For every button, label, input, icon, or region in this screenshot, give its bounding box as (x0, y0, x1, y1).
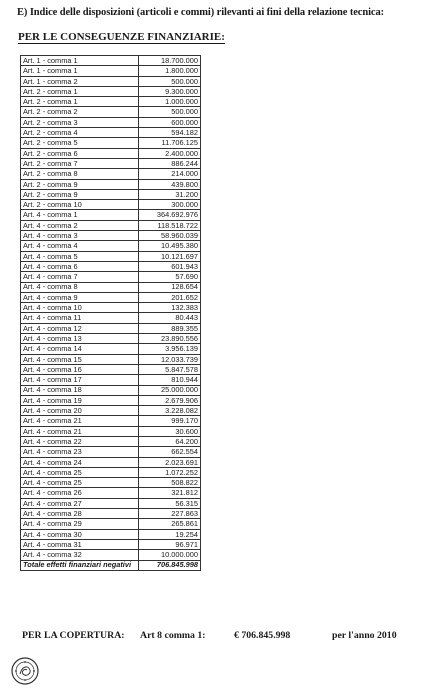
row-amount: 12.033.739 (139, 354, 201, 364)
coverage-article: Art 8 comma 1: (140, 630, 206, 641)
row-label: Art. 2 - comma 5 (21, 138, 139, 148)
row-label: Art. 4 - comma 26 (21, 488, 139, 498)
row-label: Art. 1 - comma 1 (21, 66, 139, 76)
table-row (21, 457, 201, 467)
total-row (21, 560, 201, 570)
row-amount: 300.000 (139, 200, 201, 210)
row-amount: 201.652 (139, 292, 201, 302)
row-label: Art. 4 - comma 7 (21, 272, 139, 282)
row-amount: 128.654 (139, 282, 201, 292)
row-label: Art. 4 - comma 31 (21, 539, 139, 549)
financial-effects-table (20, 55, 201, 571)
row-amount: 810.944 (139, 375, 201, 385)
row-label: Art. 4 - comma 14 (21, 344, 139, 354)
financial-effects-table-body (21, 56, 201, 571)
row-amount: 1.800.000 (139, 66, 201, 76)
row-label: Art. 4 - comma 16 (21, 364, 139, 374)
row-label: Art. 4 - comma 13 (21, 334, 139, 344)
row-amount: 1.000.000 (139, 97, 201, 107)
table-row (21, 436, 201, 446)
row-label: Art. 4 - comma 29 (21, 519, 139, 529)
table-row (21, 354, 201, 364)
row-amount: 500.000 (139, 107, 201, 117)
section-heading: E) Indice delle disposizioni (articoli e commi) rilevanti ai fini della relazione tecnica: (17, 7, 385, 18)
row-amount: 10.000.000 (139, 550, 201, 560)
row-amount: 31.200 (139, 189, 201, 199)
row-amount: 214.000 (139, 169, 201, 179)
official-stamp-icon (10, 656, 40, 686)
row-amount: 5.847.578 (139, 364, 201, 374)
row-label: Art. 4 - comma 17 (21, 375, 139, 385)
row-amount: 439.800 (139, 179, 201, 189)
row-amount: 662.554 (139, 447, 201, 457)
table-row (21, 364, 201, 374)
row-amount: 118.518.722 (139, 220, 201, 230)
table-row (21, 241, 201, 251)
table-row (21, 426, 201, 436)
row-label: Art. 4 - comma 24 (21, 457, 139, 467)
table-row (21, 210, 201, 220)
table-row (21, 128, 201, 138)
row-amount: 11.706.125 (139, 138, 201, 148)
row-label: Art. 4 - comma 1 (21, 210, 139, 220)
row-label: Art. 2 - comma 1 (21, 97, 139, 107)
row-label: Art. 4 - comma 2 (21, 220, 139, 230)
row-amount: 600.000 (139, 117, 201, 127)
table-row (21, 467, 201, 477)
table-row (21, 529, 201, 539)
table-row (21, 117, 201, 127)
table-row (21, 344, 201, 354)
table-row (21, 539, 201, 549)
total-label: Totale effetti finanziari negativi (21, 560, 139, 570)
row-label: Art. 4 - comma 11 (21, 313, 139, 323)
row-amount: 10.121.697 (139, 251, 201, 261)
table-row (21, 251, 201, 261)
coverage-amount: € 706.845.998 (234, 630, 291, 641)
row-label: Art. 1 - comma 2 (21, 76, 139, 86)
row-label: Art. 4 - comma 28 (21, 509, 139, 519)
row-label: Art. 4 - comma 27 (21, 498, 139, 508)
row-amount: 80.443 (139, 313, 201, 323)
row-amount: 30.600 (139, 426, 201, 436)
row-label: Art. 4 - comma 25 (21, 478, 139, 488)
row-amount: 57.690 (139, 272, 201, 282)
table-row (21, 272, 201, 282)
row-amount: 96.971 (139, 539, 201, 549)
row-label: Art. 4 - comma 8 (21, 282, 139, 292)
financial-consequences-heading-text: PER LE CONSEGUENZE FINANZIARIE: (18, 31, 225, 43)
row-label: Art. 4 - comma 9 (21, 292, 139, 302)
table-row (21, 66, 201, 76)
row-amount: 64.200 (139, 436, 201, 446)
row-amount: 3.228.082 (139, 406, 201, 416)
table-row (21, 395, 201, 405)
row-label: Art. 2 - comma 9 (21, 189, 139, 199)
table-row (21, 498, 201, 508)
table-row (21, 179, 201, 189)
row-label: Art. 4 - comma 22 (21, 436, 139, 446)
row-amount: 23.890.556 (139, 334, 201, 344)
row-amount: 2.400.000 (139, 148, 201, 158)
row-label: Art. 2 - comma 4 (21, 128, 139, 138)
row-amount: 601.943 (139, 261, 201, 271)
table-row (21, 292, 201, 302)
row-amount: 886.244 (139, 158, 201, 168)
row-amount: 2.023.691 (139, 457, 201, 467)
row-label: Art. 4 - comma 30 (21, 529, 139, 539)
total-amount: 706.845.998 (139, 560, 201, 570)
coverage-label: PER LA COPERTURA: (22, 630, 125, 641)
row-amount: 18.700.000 (139, 56, 201, 66)
table-row (21, 189, 201, 199)
table-row (21, 334, 201, 344)
table-row (21, 138, 201, 148)
table-row (21, 509, 201, 519)
table-row (21, 200, 201, 210)
row-amount: 227.863 (139, 509, 201, 519)
row-amount: 265.861 (139, 519, 201, 529)
row-amount: 132.383 (139, 303, 201, 313)
table-row (21, 385, 201, 395)
row-label: Art. 4 - comma 4 (21, 241, 139, 251)
row-label: Art. 2 - comma 6 (21, 148, 139, 158)
table-row (21, 519, 201, 529)
row-amount: 10.495.380 (139, 241, 201, 251)
table-row (21, 56, 201, 66)
table-row (21, 406, 201, 416)
table-row (21, 313, 201, 323)
table-row (21, 323, 201, 333)
row-label: Art. 4 - comma 12 (21, 323, 139, 333)
table-row (21, 303, 201, 313)
row-amount: 9.300.000 (139, 86, 201, 96)
row-label: Art. 2 - comma 9 (21, 179, 139, 189)
row-label: Art. 4 - comma 21 (21, 426, 139, 436)
row-amount: 19.254 (139, 529, 201, 539)
row-label: Art. 2 - comma 7 (21, 158, 139, 168)
table-row (21, 488, 201, 498)
row-label: Art. 1 - comma 1 (21, 56, 139, 66)
row-label: Art. 2 - comma 1 (21, 86, 139, 96)
row-amount: 594.182 (139, 128, 201, 138)
table-row (21, 97, 201, 107)
row-amount: 2.679.906 (139, 395, 201, 405)
row-label: Art. 2 - comma 10 (21, 200, 139, 210)
table-row (21, 231, 201, 241)
table-row (21, 447, 201, 457)
row-label: Art. 4 - comma 23 (21, 447, 139, 457)
table-row (21, 76, 201, 86)
table-row (21, 220, 201, 230)
row-label: Art. 4 - comma 15 (21, 354, 139, 364)
row-label: Art. 2 - comma 8 (21, 169, 139, 179)
row-amount: 3.956.139 (139, 344, 201, 354)
table-row (21, 107, 201, 117)
row-amount: 58.960.039 (139, 231, 201, 241)
row-amount: 999.170 (139, 416, 201, 426)
table-row (21, 416, 201, 426)
table-row (21, 86, 201, 96)
table-row (21, 158, 201, 168)
table-row (21, 169, 201, 179)
coverage-period: per l'anno 2010 (332, 630, 397, 641)
table-row (21, 148, 201, 158)
table-row (21, 261, 201, 271)
financial-consequences-heading (18, 31, 225, 43)
row-label: Art. 4 - comma 10 (21, 303, 139, 313)
row-amount: 1.072.252 (139, 467, 201, 477)
row-amount: 364.692.976 (139, 210, 201, 220)
table-row (21, 550, 201, 560)
row-amount: 56.315 (139, 498, 201, 508)
row-label: Art. 4 - comma 32 (21, 550, 139, 560)
row-label: Art. 2 - comma 2 (21, 107, 139, 117)
row-amount: 500.000 (139, 76, 201, 86)
row-label: Art. 4 - comma 3 (21, 231, 139, 241)
table-row (21, 282, 201, 292)
table-row (21, 478, 201, 488)
row-label: Art. 4 - comma 25 (21, 467, 139, 477)
row-label: Art. 4 - comma 18 (21, 385, 139, 395)
row-label: Art. 4 - comma 20 (21, 406, 139, 416)
row-label: Art. 2 - comma 3 (21, 117, 139, 127)
table-row (21, 375, 201, 385)
row-amount: 25.000.000 (139, 385, 201, 395)
row-amount: 889.355 (139, 323, 201, 333)
row-label: Art. 4 - comma 6 (21, 261, 139, 271)
row-label: Art. 4 - comma 19 (21, 395, 139, 405)
row-amount: 508.822 (139, 478, 201, 488)
row-label: Art. 4 - comma 21 (21, 416, 139, 426)
row-amount: 321.812 (139, 488, 201, 498)
row-label: Art. 4 - comma 5 (21, 251, 139, 261)
